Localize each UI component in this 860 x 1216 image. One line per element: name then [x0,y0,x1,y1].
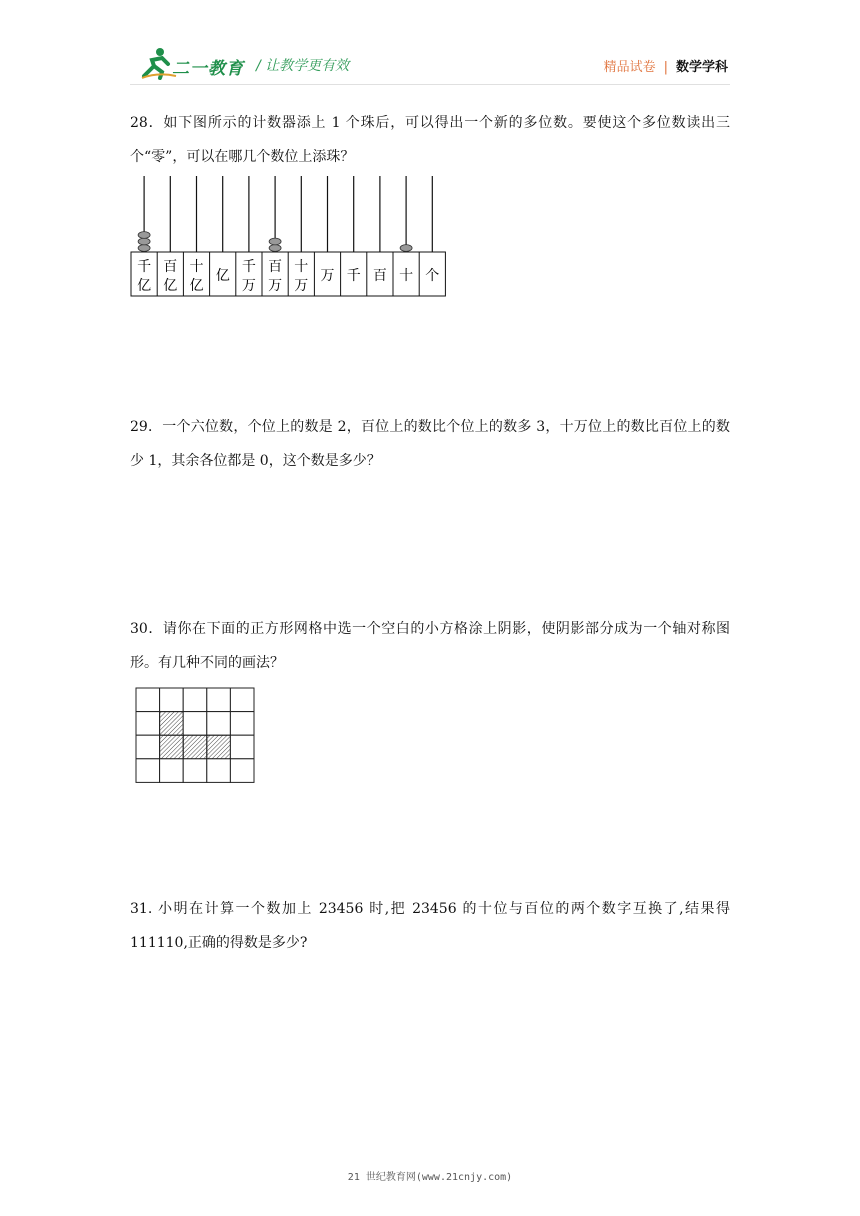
grid-cell [136,735,160,759]
grid-cell-shaded [160,735,184,759]
abacus-place-label: 千 [241,259,256,275]
grid-cell [160,688,184,712]
header-right [604,56,728,75]
abacus-place-label: 百 [372,268,387,284]
abacus-place-label: 十 [294,259,309,275]
brand-label: 精品试卷 [603,60,656,75]
abacus-diagram [130,176,450,300]
slogan: / 让教学更有效 [256,58,350,74]
abacus-place-label: 亿 [215,268,230,284]
grid-cell [230,759,254,783]
grid-cell [230,688,254,712]
square-grid [135,687,257,787]
abacus-place-label: 千 [346,268,361,284]
abacus-bead [269,238,281,245]
question-30: 30．请你在下面的正方形网格中选一个空白的小方格涂上阴影，使阴影部分成为一个轴对称图形。有几种不同的画法？ [130,621,730,671]
grid-cell [183,688,207,712]
grid-cell [230,735,254,759]
abacus-place-label: 百 [268,259,283,275]
grid-cell-shaded [207,735,231,759]
abacus-place-label: 个 [425,268,440,284]
grid-cell-shaded [160,712,184,736]
grid-cell [183,712,207,736]
grid-cell [207,759,231,783]
abacus-place-label: 亿 [189,278,204,294]
abacus-place-label: 亿 [137,278,152,294]
logo [138,46,248,82]
grid-cell [207,712,231,736]
grid-cell [207,688,231,712]
abacus-bead [138,245,150,252]
header-divider [130,84,730,85]
grid-cell [230,712,254,736]
abacus-place-label: 万 [294,278,309,294]
abacus-place-label: 万 [268,278,283,294]
grid-cell [160,759,184,783]
page-header [0,0,860,90]
abacus-place-label: 百 [163,259,178,275]
header-separator: | [663,60,668,75]
abacus-bead [138,238,150,245]
question-29: 29．一个六位数，个位上的数是 2，百位上的数比个位上的数多 3，十万位上的数比百位上的数少 1，其余各位都是 0，这个数是多少？ [130,419,730,469]
abacus-place-label: 亿 [163,278,178,294]
question-28: 28．如下图所示的计数器添上 1 个珠后，可以得出一个新的多位数。要使这个多位数读出三个“零”，可以在哪几个数位上添珠？ [130,115,730,165]
logo-text: 二一教育 [172,59,244,79]
grid-cell [136,712,160,736]
abacus-place-label: 万 [320,268,335,284]
grid-cell [136,759,160,783]
question-31: 31. 小明在计算一个数加上 23456 时,把 23456 的十位与百位的两个数字互换了,结果得 111110,正确的得数是多少? [130,901,730,951]
grid-cell [183,759,207,783]
subject-label: 数学学科 [675,60,728,75]
page-footer: 21 世纪教育网(www.21cnjy.com) [347,1172,513,1183]
grid-cell [136,688,160,712]
abacus-place-label: 万 [241,278,256,294]
grid-cell-shaded [183,735,207,759]
abacus-bead [400,245,412,252]
abacus-place-label: 十 [399,268,414,284]
abacus-place-label: 十 [189,259,204,275]
abacus-bead [138,232,150,239]
abacus-bead [269,245,281,252]
abacus-place-label: 千 [137,259,152,275]
